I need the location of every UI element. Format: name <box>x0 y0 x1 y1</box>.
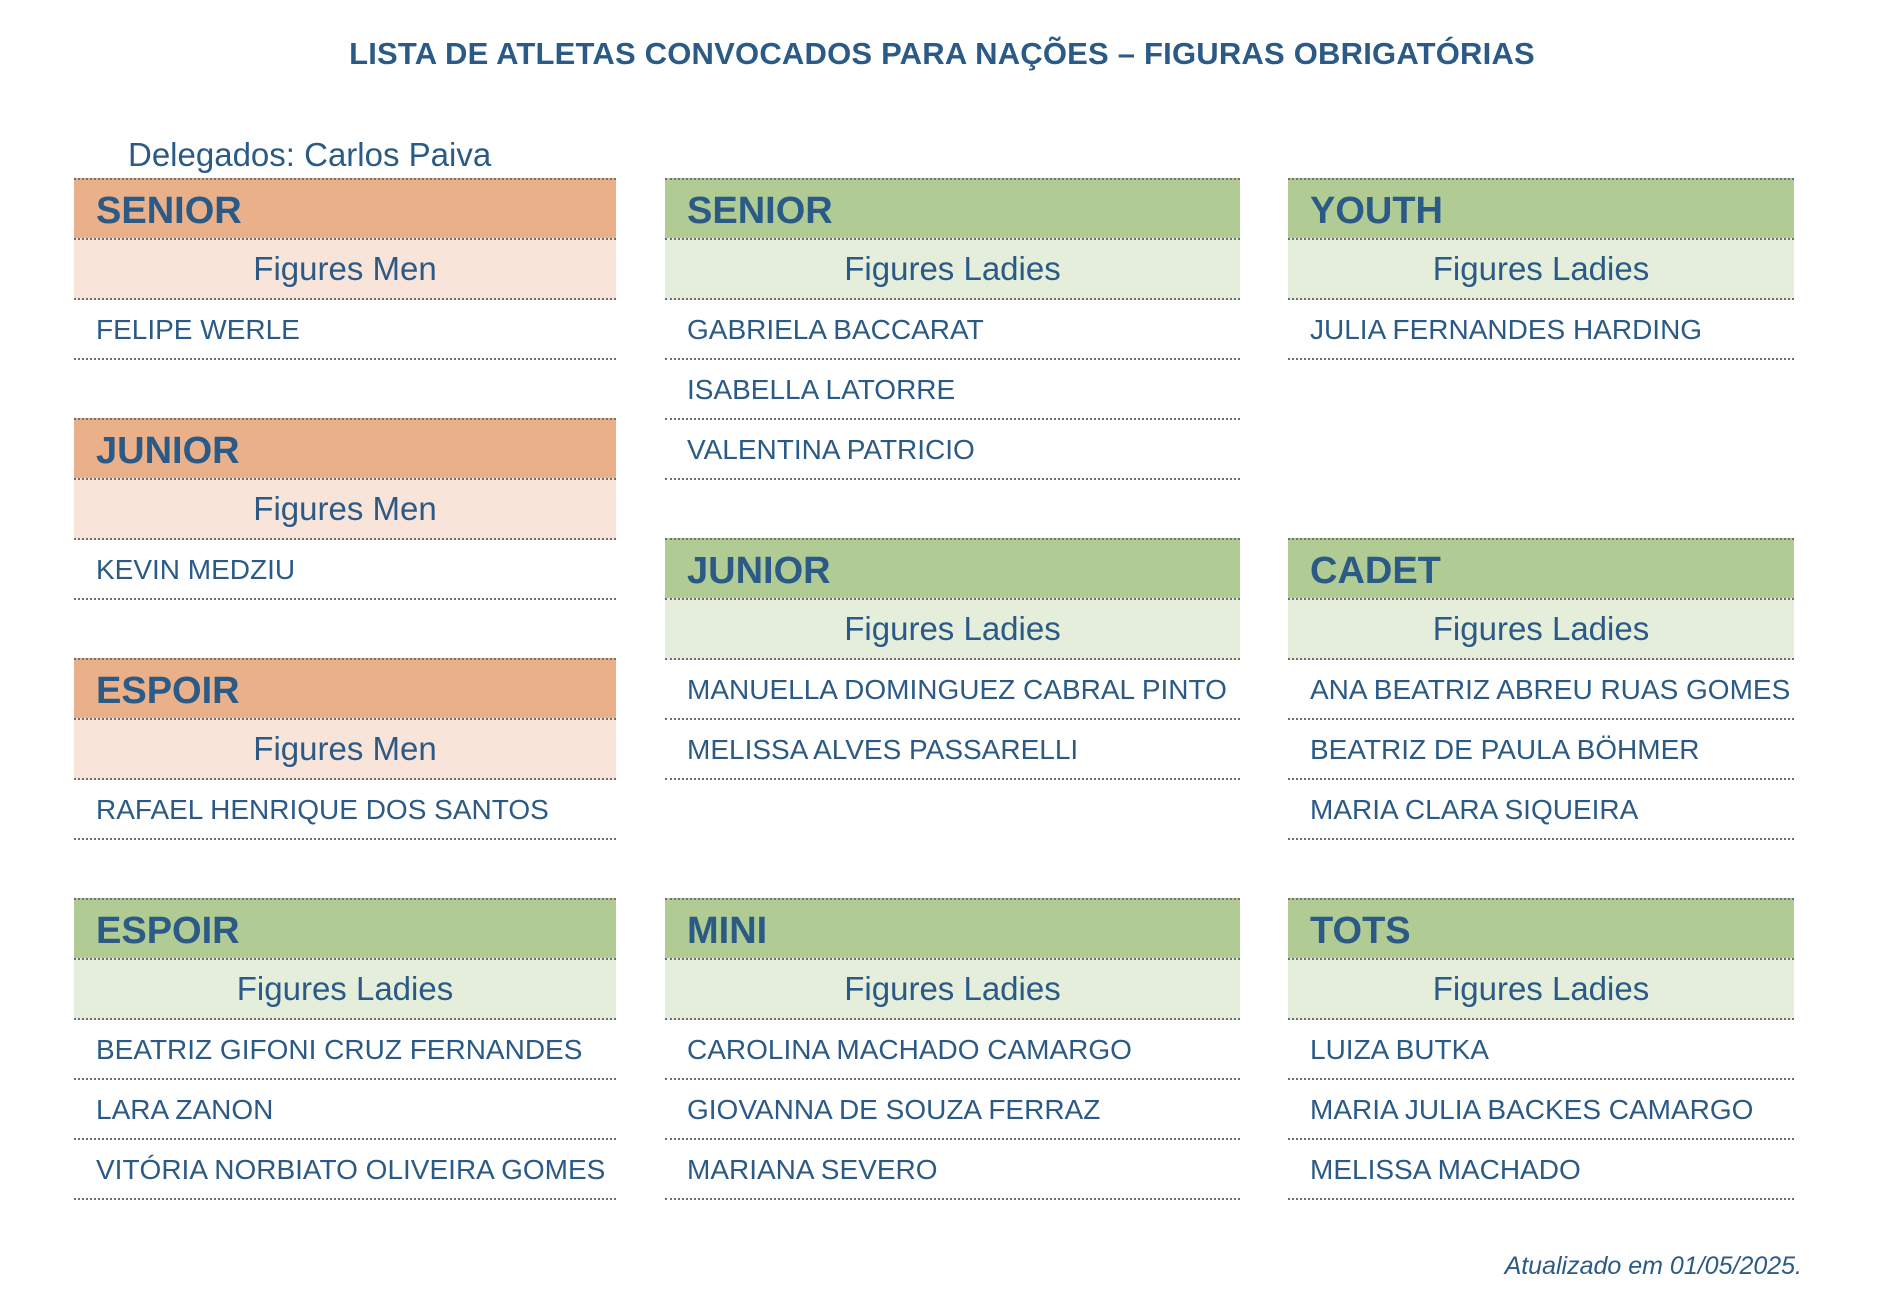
category-header: JUNIOR <box>74 418 616 478</box>
block-tots-ladies <box>1288 898 1794 1200</box>
block-espoir-ladies <box>74 898 616 1200</box>
block-youth-ladies <box>1288 178 1794 360</box>
athlete-row: RAFAEL HENRIQUE DOS SANTOS <box>74 780 616 840</box>
category-header: YOUTH <box>1288 178 1794 238</box>
page-title: LISTA DE ATLETAS CONVOCADOS PARA NAÇÕES – FIGURAS OBRIGATÓRIAS <box>349 36 1535 71</box>
delegates-line: Delegados: Carlos Paiva <box>128 136 492 173</box>
athlete-row: ANA BEATRIZ ABREU RUAS GOMES <box>1288 660 1794 720</box>
athlete-row: BEATRIZ DE PAULA BÖHMER <box>1288 720 1794 780</box>
block-senior-men <box>74 178 616 360</box>
category-subtitle: Figures Men <box>74 238 616 300</box>
block-senior-ladies <box>665 178 1240 480</box>
athlete-row: MARIA JULIA BACKES CAMARGO <box>1288 1080 1794 1140</box>
category-subtitle: Figures Ladies <box>1288 238 1794 300</box>
athlete-row: KEVIN MEDZIU <box>74 540 616 600</box>
category-subtitle: Figures Ladies <box>665 958 1240 1020</box>
category-header: TOTS <box>1288 898 1794 958</box>
category-subtitle: Figures Ladies <box>1288 598 1794 660</box>
athlete-row: ISABELLA LATORRE <box>665 360 1240 420</box>
category-header: SENIOR <box>74 178 616 238</box>
category-header: JUNIOR <box>665 538 1240 598</box>
athlete-row: LUIZA BUTKA <box>1288 1020 1794 1080</box>
athlete-row: VALENTINA PATRICIO <box>665 420 1240 480</box>
athlete-row: MELISSA ALVES PASSARELLI <box>665 720 1240 780</box>
category-subtitle: Figures Ladies <box>74 958 616 1020</box>
category-header: MINI <box>665 898 1240 958</box>
block-mini-ladies <box>665 898 1240 1200</box>
athlete-row: MANUELLA DOMINGUEZ CABRAL PINTO <box>665 660 1240 720</box>
category-subtitle: Figures Ladies <box>665 598 1240 660</box>
updated-date: Atualizado em 01/05/2025. <box>1504 1252 1802 1280</box>
athlete-row: MARIANA SEVERO <box>665 1140 1240 1200</box>
category-header: SENIOR <box>665 178 1240 238</box>
athlete-row: JULIA FERNANDES HARDING <box>1288 300 1794 360</box>
category-header: CADET <box>1288 538 1794 598</box>
athlete-row: MELISSA MACHADO <box>1288 1140 1794 1200</box>
category-subtitle: Figures Men <box>74 478 616 540</box>
block-cadet-ladies <box>1288 538 1794 840</box>
athlete-row: GIOVANNA DE SOUZA FERRAZ <box>665 1080 1240 1140</box>
category-header: ESPOIR <box>74 898 616 958</box>
athlete-row: CAROLINA MACHADO CAMARGO <box>665 1020 1240 1080</box>
athlete-row: VITÓRIA NORBIATO OLIVEIRA GOMES <box>74 1140 616 1200</box>
athlete-row: MARIA CLARA SIQUEIRA <box>1288 780 1794 840</box>
category-subtitle: Figures Ladies <box>1288 958 1794 1020</box>
category-header: ESPOIR <box>74 658 616 718</box>
block-espoir-men <box>74 658 616 840</box>
athlete-row: GABRIELA BACCARAT <box>665 300 1240 360</box>
athlete-row: BEATRIZ GIFONI CRUZ FERNANDES <box>74 1020 616 1080</box>
block-junior-men <box>74 418 616 600</box>
category-subtitle: Figures Men <box>74 718 616 780</box>
category-subtitle: Figures Ladies <box>665 238 1240 300</box>
athlete-row: FELIPE WERLE <box>74 300 616 360</box>
block-junior-ladies <box>665 538 1240 780</box>
athlete-row: LARA ZANON <box>74 1080 616 1140</box>
